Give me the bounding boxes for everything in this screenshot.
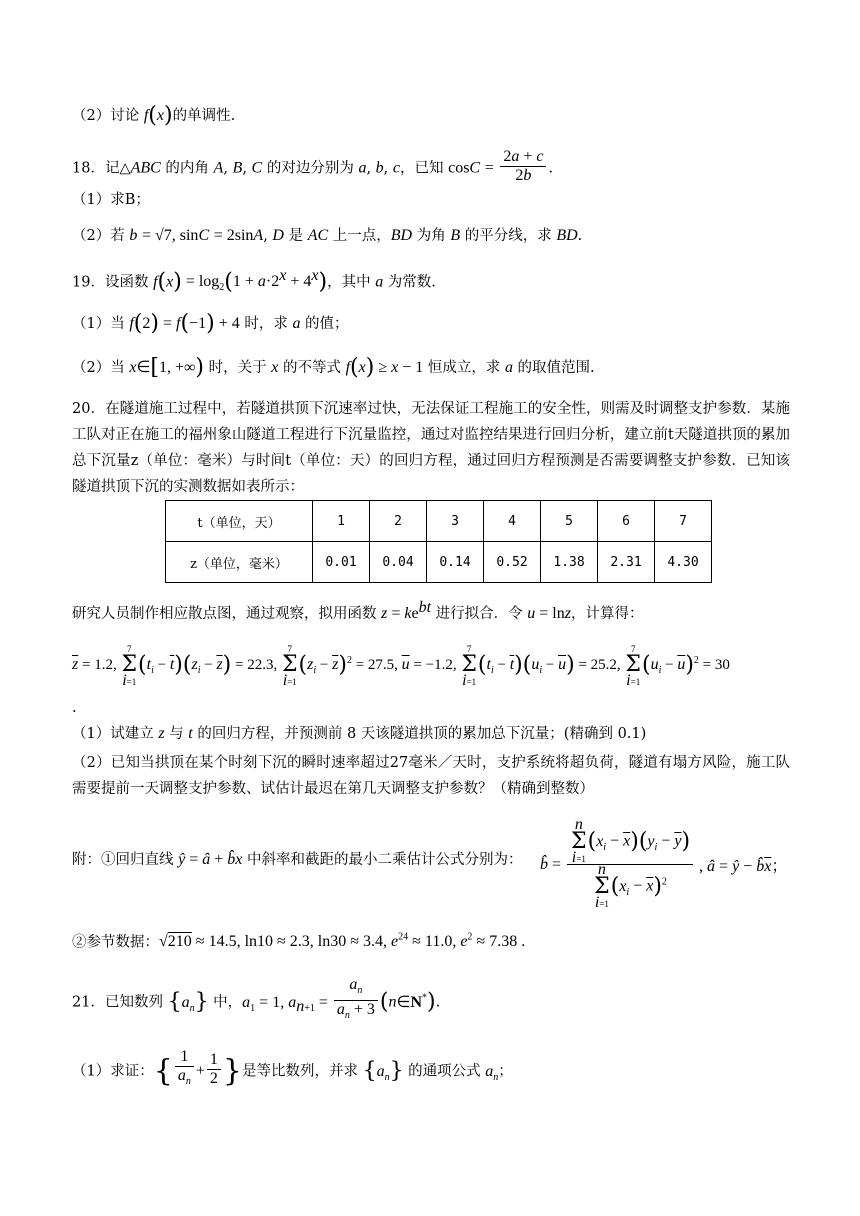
q20-appendix1-formula: b̂ = n Σ $i=1(x_i - \overline{x})(y_i - \overline{y})$ n Σ $i=1(x_i - \overline{x})^2$ , â = ŷ − $b̂\overline{x}$；	[540, 816, 788, 911]
q18-part1: （1）求B；	[72, 192, 150, 208]
q20-part2: （2）已知当拱顶在某个时刻下沉的瞬时速率超过27毫米／天时，支护系统将超负荷，隧道有塌方风险，施工队需要提前一天调整支护参数、试估计最迟在第几天调整支护参数？（精确到整数）	[72, 755, 790, 797]
table-cell: 0.14	[427, 542, 484, 583]
q21-stem: 21．已知数列 $\{a_n\}$ 中，$a_1 = 1$, $a_{n+1}$ = $\frac{a_n}{a_n + 3}$ (n∈N*).	[72, 976, 441, 1022]
q19-part1: （1）当 f(2) = f(−1) + 4 时，求 a 的值；	[72, 311, 349, 336]
q20-stats-end: .	[72, 700, 77, 716]
table-cell: 3	[427, 501, 484, 542]
table-row	[166, 542, 712, 583]
table-row	[166, 501, 712, 542]
table-cell: 4.30	[655, 542, 712, 583]
q19-stem: 19．设函数 $f(x) = \log_2(1 + a\cdot 2^x + 4^x)$，其中 a 为常数.	[72, 267, 436, 295]
q20-fit-text: 研究人员制作相应散点图，通过观察，拟用函数 $z = ke^{bt}$ 进行拟合．令 u = lnz，计算得：	[72, 599, 644, 622]
table-cell: 2.31	[598, 542, 655, 583]
q20-stem: 20．在隧道施工过程中，若隧道拱顶下沉速率过快，无法保证工程施工的安全性，则需及时调整支护参数．某施工队对正在施工的福州象山隧道工程进行下沉量监控，通过对监控结果进行回归分析，建立前t天隧道拱顶的累加总下沉量z（单位：毫米）与时间t（单位：天）的回归方程，通过回归方程预测是否需要调整支护参数．已知该隧道拱顶下沉的实测数据如表所示：	[72, 401, 790, 495]
table-cell: 4	[484, 501, 541, 542]
table-cell: 0.01	[313, 542, 370, 583]
subsidence-table	[165, 500, 712, 583]
table-cell: 7	[655, 501, 712, 542]
table-header-t: t（单位，天）	[166, 501, 313, 542]
table-cell: 0.04	[370, 542, 427, 583]
table-cell: 1	[313, 501, 370, 542]
table-header-z: z（单位，毫米）	[166, 542, 313, 583]
table-cell: 2	[370, 501, 427, 542]
table-cell: 0.52	[484, 542, 541, 583]
q20-appendix1: 附：①回归直线 ŷ = â + b̂x 中斜率和截距的最小二乘估计公式分别为：	[72, 851, 523, 868]
q20-part1: （1）试建立 z 与 t 的回归方程，并预测前 8 天该隧道拱顶的累加总下沉量；(精确到 0.1)	[72, 725, 647, 742]
table-cell: 6	[598, 501, 655, 542]
q20-stats-formula: $\overline{z} = 1.2$, 7 Σ $i=1(t_i - \overline{t})(z_i - \overline{z}) = 22.3$, 7 Σ $i=1(z_i - \overline{z})^2 = 27.5$, $\overline{u} = -1.2$, 7 Σ $i=1(t_i - \overline{t})(u_i - \overline{u}) = 25.2$, 7 Σ $i=1(u_i - \overline{u})^2 = 30$	[72, 644, 730, 689]
q17-part2: （2）讨论 f(x)的单调性.	[72, 103, 236, 128]
q18-stem: 18．记△ABC 的内角 A, B, C 的对边分别为 a, b, c，已知 cosC = $\frac{2a + c}{2b}$ .	[72, 148, 554, 184]
q21-part1: （1）求证：{ $\frac{1}{a_n}$ + $\frac{1}{2}$ }是等比数列，并求 $\{a_n\}$ 的通项公式 $a_n$；	[72, 1048, 513, 1089]
table-cell: 5	[541, 501, 598, 542]
table-cell: 1.38	[541, 542, 598, 583]
q20-appendix2: ②参节数据：√210 ≈ 14.5, ln10 ≈ 2.3, ln30 ≈ 3.4, $e^{24} \approx 11.0$, $e^2 \approx 7.38$ .	[72, 932, 526, 951]
q19-part2: （2）当 x∈[1, +∞) 时，关于 x 的不等式 f(x) ≥ x − 1 恒成立，求 a 的取值范围.	[72, 355, 595, 380]
q18-part2: （2）若 b = √7, sinC = 2sinA, D 是 AC 上一点，BD 为角 B 的平分线，求 BD.	[72, 227, 583, 244]
